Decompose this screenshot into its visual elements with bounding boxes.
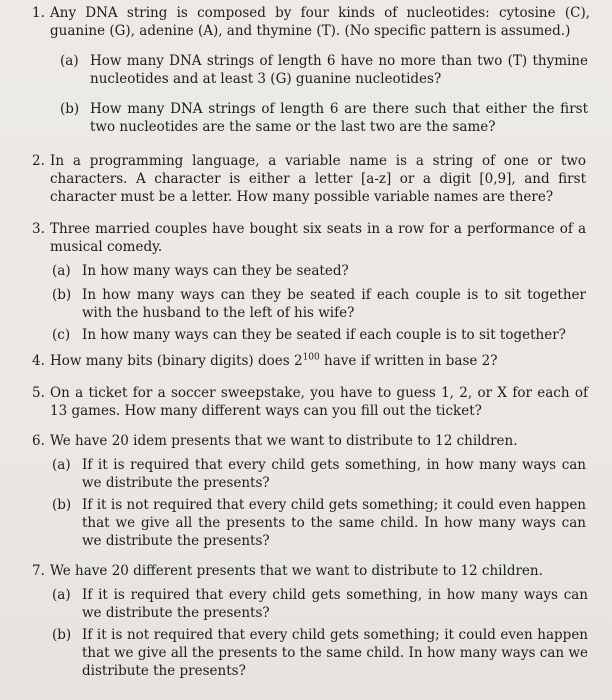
problem-2-number: 2. xyxy=(32,153,45,169)
problem-3-number: 3. xyxy=(32,221,45,237)
problem-4-text-after: have if written in base 2? xyxy=(319,353,498,369)
problem-3a-text: In how many ways can they be seated? xyxy=(82,263,349,279)
problem-1-text: Any DNA string is composed by four kinds of nucleotides: cytosine (C), guanine (G), adenine (A), and thymine (T). (No specific pattern is assumed.) xyxy=(50,5,590,39)
problem-7b-label: (b) xyxy=(52,627,72,643)
problem-2-text: In a programming language, a variable name is a string of one or two characters. A character is either a letter [a-z] or a digit [0,9], and first character must be a letter. How many possible variable names are there? xyxy=(50,153,586,205)
problem-1b-label: (b) xyxy=(60,101,80,117)
problem-6-text: We have 20 idem presents that we want to distribute to 12 children. xyxy=(50,433,518,449)
problem-1a-text: How many DNA strings of length 6 have no more than two (T) thymine nucleotides and at least 3 (G) guanine nucleotides? xyxy=(90,53,588,87)
problem-5-text: On a ticket for a soccer sweepstake, you have to guess 1, 2, or X for each of 13 games. How many different ways can you fill out the ticket? xyxy=(50,385,588,419)
problem-6a-text: If it is required that every child gets something, in how many ways can we distribute the presents? xyxy=(82,457,586,491)
problem-6b-label: (b) xyxy=(52,497,72,513)
problem-4-text xyxy=(50,352,586,370)
problem-7-number: 7. xyxy=(32,563,45,579)
problem-7-text: We have 20 different presents that we want to distribute to 12 children. xyxy=(50,563,543,579)
problem-6-number: 6. xyxy=(32,433,45,449)
problem-1-number: 1. xyxy=(32,5,45,21)
problem-3a-label: (a) xyxy=(52,263,71,279)
problem-4-number: 4. xyxy=(32,353,45,369)
problem-3-text: Three married couples have bought six seats in a row for a performance of a musical comedy. xyxy=(50,221,586,255)
problem-3b-label: (b) xyxy=(52,287,72,303)
problem-6b-text: If it is not required that every child gets something; it could even happen that we give all the presents to the same child. In how many ways can we distribute the presents? xyxy=(82,497,586,549)
problem-4-text-before: How many bits (binary digits) does 2 xyxy=(50,353,303,369)
problem-7b-text: If it is not required that every child gets something; it could even happen that we give all the presents to the same child. In how many ways can we distribute the presents? xyxy=(82,627,588,679)
problem-1b-text: How many DNA strings of length 6 are there such that either the first two nucleotides are the same or the last two are the same? xyxy=(90,101,588,135)
problem-7a-label: (a) xyxy=(52,587,71,603)
problem-5-number: 5. xyxy=(32,385,45,401)
problem-3b-text: In how many ways can they be seated if each couple is to sit together with the husband to the left of his wife? xyxy=(82,287,586,321)
problem-6a-label: (a) xyxy=(52,457,71,473)
problem-1a-label: (a) xyxy=(60,53,79,69)
problem-4-exponent: 100 xyxy=(302,352,320,363)
problem-3c-text: In how many ways can they be seated if each couple is to sit together? xyxy=(82,327,566,343)
problem-3c-label: (c) xyxy=(52,327,71,343)
problem-7a-text: If it is required that every child gets something, in how many ways can we distribute the presents? xyxy=(82,587,588,621)
